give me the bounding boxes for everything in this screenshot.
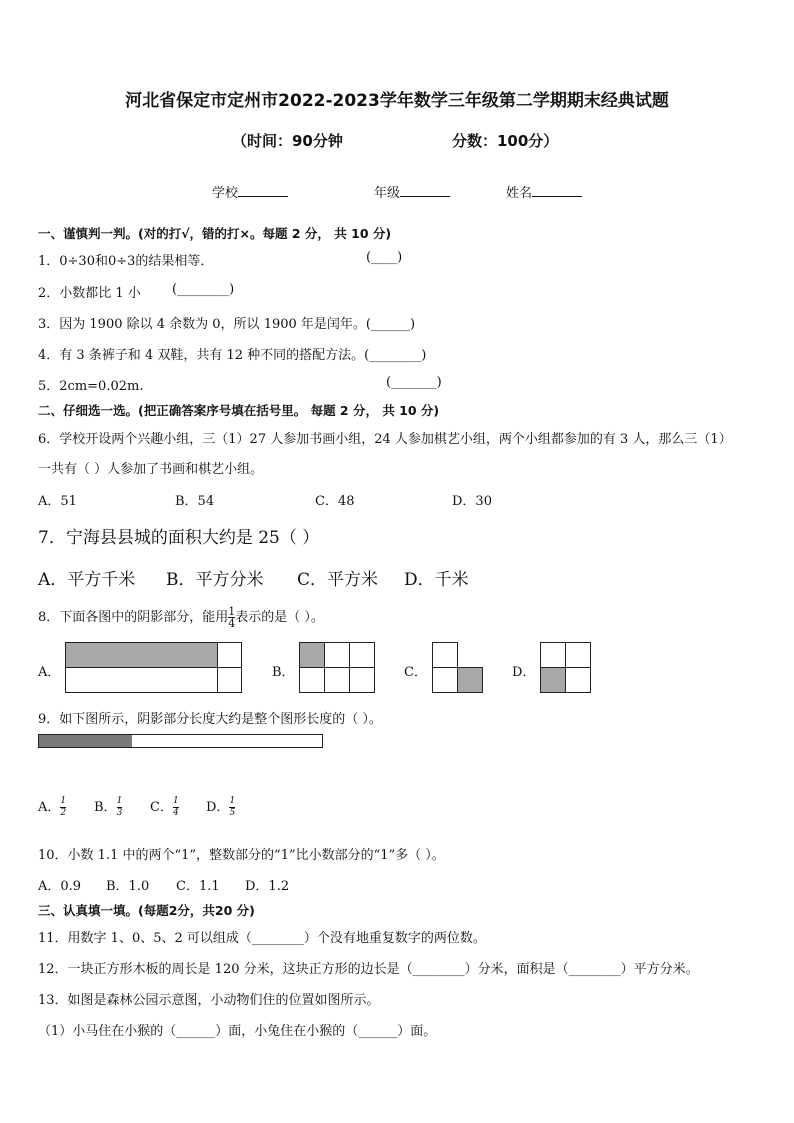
q7-option-b[interactable]: B．平方分米 bbox=[166, 570, 264, 590]
q8-d-cell bbox=[565, 642, 591, 668]
q6-option-a[interactable]: A．51 bbox=[38, 494, 77, 509]
q8-a-cell bbox=[217, 642, 242, 668]
q9-option-b-fraction: $\frac{1}{3}$ bbox=[116, 796, 123, 818]
question-8: 8．下面各图中的阴影部分，能用 $\frac{1}{4}$ 表示的是（ ）。 bbox=[38, 605, 324, 630]
question-6-line1: 6．学校开设两个兴趣小组，三（1）27 人参加书画小组，24 人参加棋艺小组，两个小组都参加的有 3 人，那么三（1） bbox=[38, 432, 732, 447]
q8-d-cell bbox=[565, 667, 591, 693]
q9-option-c[interactable]: C． $\frac{1}{4}$ bbox=[150, 796, 179, 818]
q9-option-d[interactable]: D． $\frac{1}{5}$ bbox=[206, 796, 236, 818]
q8-d-cell bbox=[540, 642, 566, 668]
q10-option-c[interactable]: C．1.1 bbox=[176, 879, 220, 894]
q8-a-cell bbox=[65, 667, 218, 693]
q8-b-cell bbox=[324, 642, 350, 668]
q8-a-cell bbox=[217, 667, 242, 693]
q10-option-b[interactable]: B．1.0 bbox=[106, 879, 150, 894]
question-5-blank[interactable]: (_______) bbox=[386, 375, 442, 390]
question-4: 4．有 3 条裤子和 4 双鞋，共有 12 种不同的搭配方法。(________) bbox=[38, 348, 427, 363]
question-13-part1: （1）小马住在小猴的（______）面，小兔住在小猴的（______）面。 bbox=[38, 1024, 437, 1039]
q10-option-d[interactable]: D．1.2 bbox=[245, 879, 290, 894]
section2-heading: 二、仔细选一选。(把正确答案序号填在括号里。 每题 2 分， 共 10 分) bbox=[38, 403, 440, 418]
question-2: 2．小数都比 1 小 bbox=[38, 286, 141, 301]
q8-label-c[interactable]: C． bbox=[404, 665, 427, 680]
q8-a-cell-shaded bbox=[65, 642, 218, 668]
grade-field[interactable] bbox=[374, 182, 450, 201]
q8-b-cell bbox=[349, 642, 375, 668]
question-2-blank[interactable]: (________) bbox=[172, 282, 235, 297]
q7-option-c[interactable]: C．平方米 bbox=[297, 570, 379, 590]
question-11: 11．用数字 1、0、5、2 可以组成（________）个没有地重复数字的两位数。 bbox=[38, 931, 486, 946]
q8-c-cell bbox=[432, 642, 458, 668]
q9-option-a[interactable]: A． $\frac{1}{2}$ bbox=[38, 796, 67, 818]
q9-option-a-fraction: $\frac{1}{2}$ bbox=[60, 796, 67, 818]
q6-option-b[interactable]: B．54 bbox=[175, 494, 215, 509]
exam-time: （时间：90分钟 bbox=[232, 132, 343, 150]
name-field[interactable] bbox=[506, 182, 582, 201]
page-title: 河北省保定市定州市2022-2023学年数学三年级第二学期期末经典试题 bbox=[125, 91, 669, 111]
q8-label-d[interactable]: D． bbox=[512, 665, 536, 680]
question-13: 13．如图是森林公园示意图，小动物们住的位置如图所示。 bbox=[38, 993, 380, 1008]
question-9: 9．如下图所示，阴影部分长度大约是整个图形长度的（ ）。 bbox=[38, 712, 382, 727]
school-label: 学校 bbox=[212, 186, 239, 201]
question-1: 1．0÷30和0÷3的结果相等． bbox=[38, 254, 214, 269]
question-6-line2: 一共有（ ）人参加了书画和棋艺小组。 bbox=[38, 462, 264, 477]
question-7: 7．宁海县县城的面积大约是 25（ ） bbox=[38, 528, 320, 548]
section1-heading: 一、谨慎判一判。(对的打√，错的打×。每题 2 分， 共 10 分) bbox=[38, 226, 392, 241]
grade-label: 年级 bbox=[374, 186, 401, 201]
q7-option-a[interactable]: A．平方千米 bbox=[38, 570, 136, 590]
question-12: 12．一块正方形木板的周长是 120 分米，这块正方形的边长是（________）分米，面积是（________）平方分米。 bbox=[38, 962, 699, 977]
question-10: 10．小数 1.1 中的两个“1”，整数部分的“1”比小数部分的“1”多（ ）。 bbox=[38, 848, 445, 863]
q8-label-a[interactable]: A． bbox=[38, 665, 61, 680]
q9-option-b[interactable]: B． $\frac{1}{3}$ bbox=[94, 796, 123, 818]
name-label: 姓名 bbox=[506, 186, 533, 201]
section3-heading: 三、认真填一填。(每题2分，共20 分) bbox=[38, 903, 255, 918]
q10-option-a[interactable]: A．0.9 bbox=[38, 879, 82, 894]
q9-shaded-part bbox=[39, 735, 132, 747]
q8-b-cell bbox=[299, 667, 325, 693]
question-1-blank[interactable]: (____) bbox=[366, 250, 403, 265]
question-3: 3．因为 1900 除以 4 余数为 0，所以 1900 年是闰年。(______) bbox=[38, 317, 416, 332]
q8-c-cell bbox=[432, 667, 458, 693]
q6-option-d[interactable]: D．30 bbox=[452, 494, 492, 509]
school-field[interactable] bbox=[212, 182, 288, 201]
q8-b-cell bbox=[349, 667, 375, 693]
q6-option-c[interactable]: C．48 bbox=[315, 494, 355, 509]
q8-b-cell bbox=[324, 667, 350, 693]
q8-c-cell-shaded bbox=[457, 667, 483, 693]
exam-score: 分数：100分） bbox=[452, 132, 559, 150]
q9-length-bar bbox=[38, 734, 323, 748]
q7-option-d[interactable]: D．千米 bbox=[404, 570, 469, 590]
question-5: 5．2cm=0.02m. bbox=[38, 379, 144, 394]
q8-d-cell-shaded bbox=[540, 667, 566, 693]
q8-b-cell-shaded bbox=[299, 642, 325, 668]
fraction-one-quarter: $\frac{1}{4}$ bbox=[228, 605, 236, 630]
q9-option-d-fraction: $\frac{1}{5}$ bbox=[229, 796, 236, 818]
q8-label-b[interactable]: B． bbox=[272, 665, 295, 680]
q9-option-c-fraction: $\frac{1}{4}$ bbox=[172, 796, 179, 818]
